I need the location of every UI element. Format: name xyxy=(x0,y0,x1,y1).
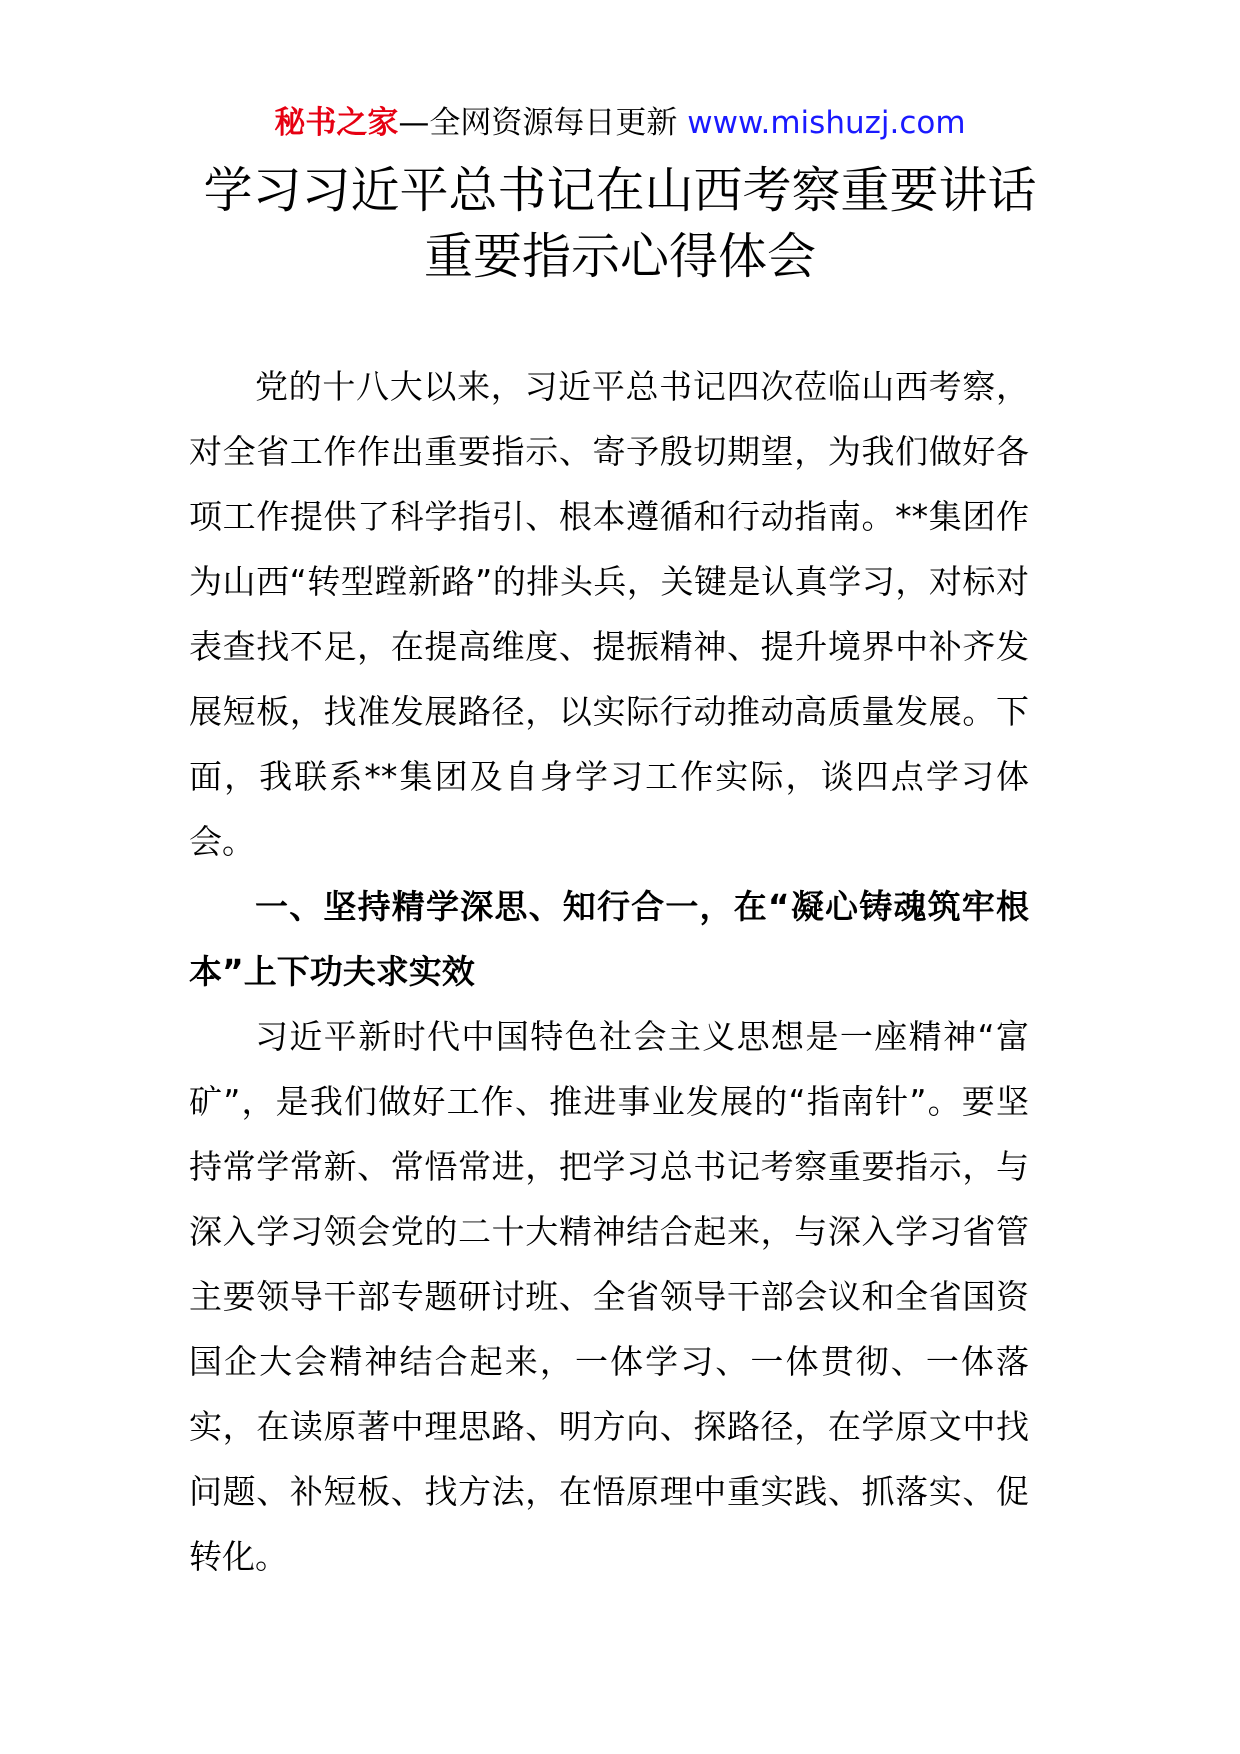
section-paragraph-1: 习近平新时代中国特色社会主义思想是一座精神“富矿”，是我们做好工作、推进事业发展的“指南针”。要坚持常学常新、常悟常进，把学习总书记考察重要指示，与深入学习领会党的二十大精神结合起来，与深入学习省管主要领导干部专题研讨班、全省领导干部会议和全省国资国企大会精神结合起来，一体学习、一体贯彻、一体落实，在读原著中理思路、明方向、探路径，在学原文中找问题、补短板、找方法，在悟原理中重实践、抓落实、促转化。 xyxy=(189,1017,1029,1576)
header-tagline: —全网资源每日更新 xyxy=(398,105,688,141)
brand-name: 秘书之家 xyxy=(274,105,399,141)
section-heading-1: 一、坚持精学深思、知行合一，在“凝心铸魂筑牢根本”上下功夫求实效 xyxy=(189,887,1029,991)
document-title xyxy=(0,158,1240,290)
title-line-1: 学习习近平总书记在山西考察重要讲话 xyxy=(203,162,1037,219)
site-url: www.mishuzj.com xyxy=(687,105,966,141)
intro-paragraph: 党的十八大以来，习近平总书记四次莅临山西考察，对全省工作作出重要指示、寄予殷切期望，为我们做好各项工作提供了科学指引、根本遵循和行动指南。**集团作为山西“转型蹚新路”的排头兵，关键是认真学习，对标对表查找不足，在提高维度、提振精神、提升境界中补齐发展短板，找准发展路径，以实际行动推动高质量发展。下面，我联系**集团及自身学习工作实际，谈四点学习体会。 xyxy=(189,367,1029,861)
site-header xyxy=(0,100,1240,146)
document-body xyxy=(189,354,1029,1589)
title-line-2: 重要指示心得体会 xyxy=(423,228,816,285)
